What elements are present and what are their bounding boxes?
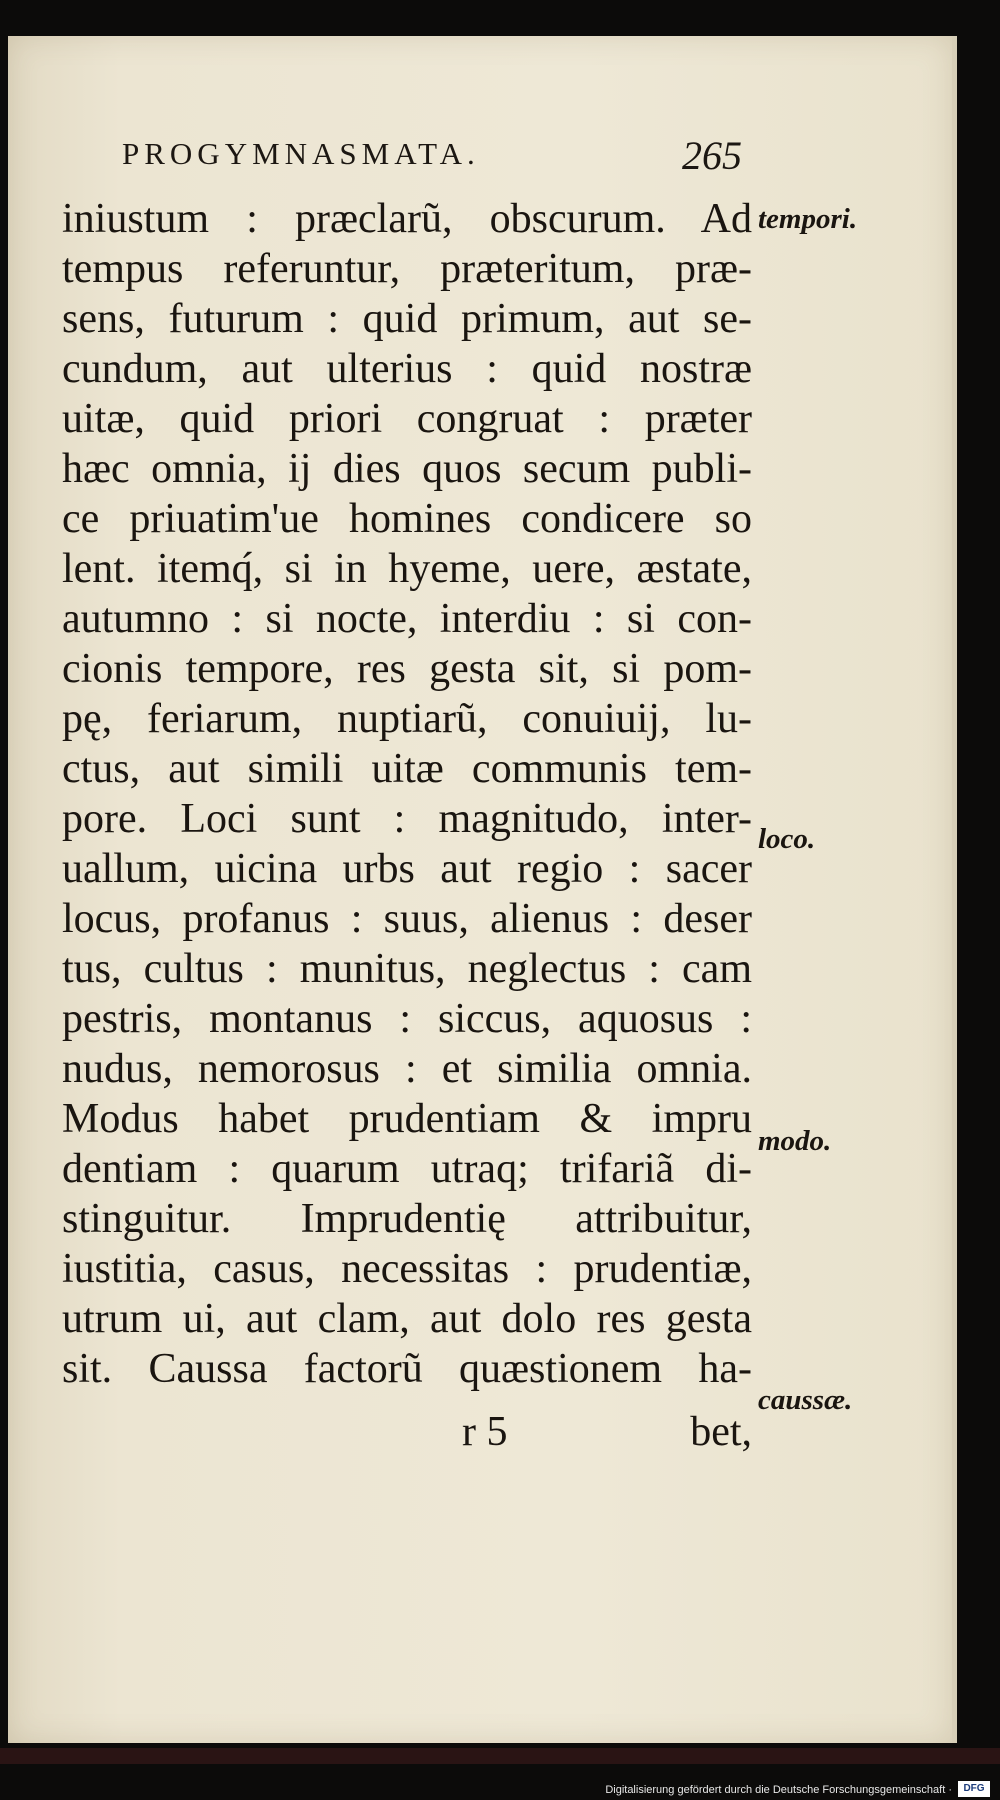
text-line: autumno : si nocte, interdiu : si con- <box>62 596 752 642</box>
text-line: hæc omnia, ij dies quos secum publi- <box>62 446 752 492</box>
digitization-credit: Digitalisierung gefördert durch die Deutsche Forschungsgemeinschaft · <box>605 1784 952 1796</box>
text-block <box>62 193 762 1473</box>
text-line: nudus, nemorosus : et similia omnia. <box>62 1046 752 1092</box>
text-line: pore. Loci sunt : magnitudo, inter- <box>62 796 752 842</box>
marginal-note-loco: loco. <box>758 823 816 855</box>
marginal-note-modo: modo. <box>758 1125 832 1157</box>
running-title: PROGYMNASMATA. <box>122 136 480 171</box>
text-line: cundum, aut ulterius : quid nostræ <box>62 346 752 392</box>
text-line: utrum ui, aut clam, aut dolo res gesta <box>62 1296 752 1342</box>
text-line: tus, cultus : munitus, neglectus : cam <box>62 946 752 992</box>
text-line: sit. Caussa factorũ quæstionem ha- <box>62 1346 752 1392</box>
page-edge <box>952 36 957 1743</box>
catchword: bet, <box>690 1409 752 1455</box>
text-line: Modus habet prudentiam & impru <box>62 1096 752 1142</box>
text-line: uallum, uicina urbs aut regio : sacer <box>62 846 752 892</box>
text-line: pestris, montanus : siccus, aquosus : <box>62 996 752 1042</box>
text-line: ce priuatim'ue homines condicere so <box>62 496 752 542</box>
text-line: uitæ, quid priori congruat : præter <box>62 396 752 442</box>
text-line: locus, profanus : suus, alienus : deser <box>62 896 752 942</box>
marginal-note-tempori: tempori. <box>758 203 858 235</box>
text-line: cionis tempore, res gesta sit, si pom- <box>62 646 752 692</box>
signature-mark: r 5 <box>462 1409 508 1455</box>
marginal-note-caussae: caussæ. <box>758 1384 853 1416</box>
catchline <box>62 1406 752 1458</box>
bottom-strip <box>0 1748 1000 1764</box>
page-number: 265 <box>682 133 742 178</box>
dfg-logo: DFG <box>958 1781 990 1797</box>
text-line: stinguitur. Imprudentię attribuitur, <box>62 1196 752 1242</box>
text-line: iniustum : præclarũ, obscurum. Ad <box>62 196 752 242</box>
text-line: tempus referuntur, præteritum, præ- <box>62 246 752 292</box>
page-header <box>122 132 742 182</box>
text-line: dentiam : quarum utraq; trifariã di- <box>62 1146 752 1192</box>
text-line: iustitia, casus, necessitas : prudentiæ, <box>62 1246 752 1292</box>
text-line: pę, feriarum, nuptiarũ, conuiuij, lu- <box>62 696 752 742</box>
text-line: ctus, aut simili uitæ communis tem- <box>62 746 752 792</box>
text-line: sens, futurum : quid primum, aut se- <box>62 296 752 342</box>
text-line: lent. itemq́, si in hyeme, uere, æstate, <box>62 546 752 592</box>
